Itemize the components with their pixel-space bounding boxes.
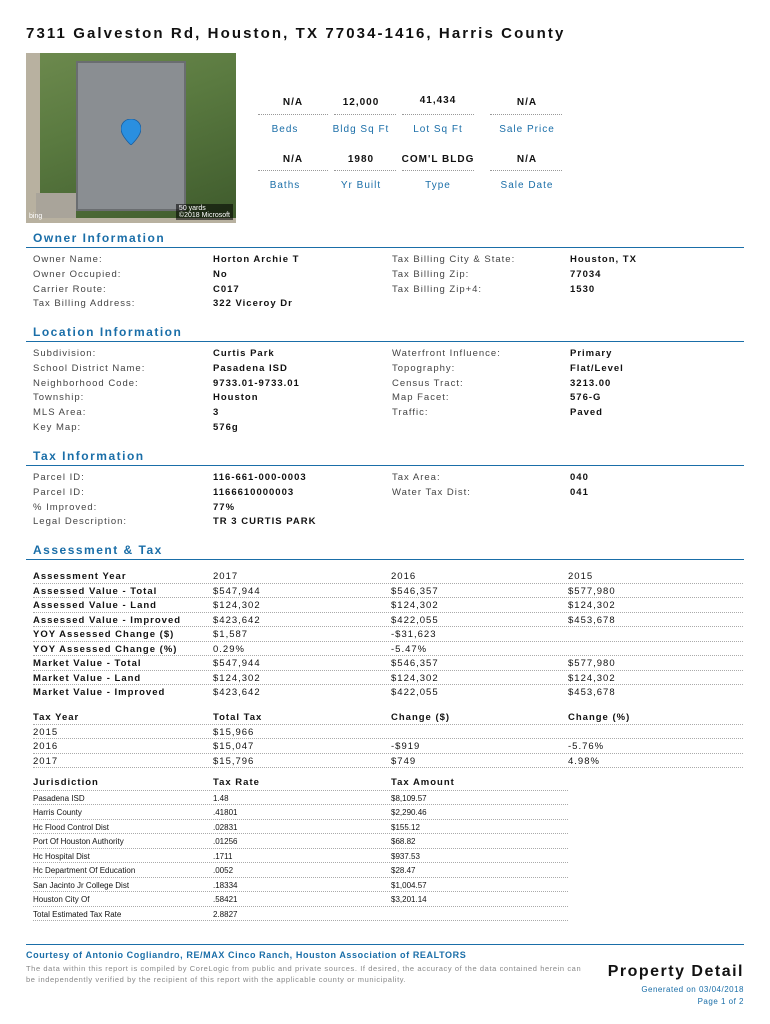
owner-labels-left: Owner Name: Owner Occupied: Carrier Route: Tax Billing Address: xyxy=(33,254,136,310)
table-row: San Jacinto Jr College Dist .18334 $1,004.57 xyxy=(33,878,568,893)
table-row: 2015 $15,966 xyxy=(33,725,743,740)
divider xyxy=(334,170,396,171)
table-row: Assessed Value - Total $547,944 $546,357 $577,980 xyxy=(33,584,743,599)
section-rule xyxy=(26,247,744,248)
table-row: Assessment Year 2017 2016 2015 xyxy=(33,569,743,584)
assessment-section-title: Assessment & Tax xyxy=(33,543,163,557)
table-row: Pasadena ISD 1.48 $8,109.57 xyxy=(33,791,568,806)
location-section-title: Location Information xyxy=(33,325,183,339)
tax-year-table xyxy=(33,710,743,768)
generated-date: Generated on 03/04/2018 xyxy=(641,985,744,994)
location-pin-icon xyxy=(121,119,141,145)
tax-section-title: Tax Information xyxy=(33,449,145,463)
divider xyxy=(258,170,328,171)
table-row: 2017 $15,796 $749 4.98% xyxy=(33,754,743,769)
owner-labels-right: Tax Billing City & State: Tax Billing Zip: Tax Billing Zip+4: xyxy=(392,254,516,295)
stat-baths-value: N/A xyxy=(282,154,304,165)
divider xyxy=(334,114,396,115)
stat-sale-date-label: Sale Date xyxy=(500,180,554,191)
stat-beds-label: Beds xyxy=(271,124,299,135)
location-values-right: Primary Flat/Level 3213.00 576-G Paved xyxy=(570,348,624,419)
table-row: Hc Hospital Dist .1711 $937.53 xyxy=(33,849,568,864)
stat-type-label: Type xyxy=(425,180,451,191)
stat-bldg-sqft-label: Bldg Sq Ft xyxy=(332,124,390,135)
divider xyxy=(258,114,328,115)
divider xyxy=(402,114,474,115)
table-row: Assessed Value - Improved $423,642 $422,055 $453,678 xyxy=(33,613,743,628)
disclaimer: The data within this report is compiled by CoreLogic from public and private sources. If desired, the accuracy of the data contained herein can be independently verified by the recipient of this report with the applicable county or municipality. xyxy=(26,964,582,984)
stat-sale-price-value: N/A xyxy=(516,97,538,108)
table-row: YOY Assessed Change ($) $1,587 -$31,623 xyxy=(33,627,743,642)
document-title: Property Detail xyxy=(607,963,744,980)
divider xyxy=(490,114,562,115)
section-rule xyxy=(26,465,744,466)
aerial-map[interactable] xyxy=(26,53,236,223)
table-row: Total Estimated Tax Rate 2.8827 xyxy=(33,907,568,922)
table-row: Hc Flood Control Dist .02831 $155.12 xyxy=(33,820,568,835)
table-row: Houston City Of .58421 $3,201.14 xyxy=(33,892,568,907)
table-row: Assessed Value - Land $124,302 $124,302 $124,302 xyxy=(33,598,743,613)
table-row: Harris County .41801 $2,290.46 xyxy=(33,805,568,820)
table-row: Port Of Houston Authority .01256 $68.82 xyxy=(33,834,568,849)
owner-section-title: Owner Information xyxy=(33,231,166,245)
courtesy-line: Courtesy of Antonio Cogliandro, RE/MAX Cinco Ranch, Houston Association of REALTORS xyxy=(26,950,467,960)
map-logo: bing xyxy=(29,213,43,220)
stat-yr-built-value: 1980 xyxy=(347,154,375,165)
table-row: 2016 $15,047 -$919 -5.76% xyxy=(33,739,743,754)
stat-bldg-sqft-value: 12,000 xyxy=(342,97,380,108)
map-attribution: 50 yards ©2018 Microsoft xyxy=(176,204,233,220)
tax-values-right: 040 041 xyxy=(570,472,589,498)
table-row: YOY Assessed Change (%) 0.29% -5.47% xyxy=(33,642,743,657)
page-title: 7311 Galveston Rd, Houston, TX 77034-1416, Harris County xyxy=(26,25,566,42)
stat-lot-sqft-label: Lot Sq Ft xyxy=(413,124,463,135)
section-rule xyxy=(26,341,744,342)
location-values-left: Curtis Park Pasadena ISD 9733.01-9733.01 Houston 3 576g xyxy=(213,348,300,433)
table-row: Hc Department Of Education .0052 $28.47 xyxy=(33,863,568,878)
table-row: Market Value - Total $547,944 $546,357 $577,980 xyxy=(33,656,743,671)
location-labels-right: Waterfront Influence: Topography: Census Tract: Map Facet: Traffic: xyxy=(392,348,501,419)
divider xyxy=(490,170,562,171)
owner-values-left: Horton Archie T No C017 322 Viceroy Dr xyxy=(213,254,300,310)
table-header-row: Tax Year Total Tax Change ($) Change (%) xyxy=(33,710,743,725)
table-header-row: Jurisdiction Tax Rate Tax Amount xyxy=(33,776,568,791)
page-number: Page 1 of 2 xyxy=(697,997,744,1006)
jurisdiction-table xyxy=(33,776,568,921)
stat-yr-built-label: Yr Built xyxy=(340,180,382,191)
stat-baths-label: Baths xyxy=(269,180,301,191)
tax-labels-left: Parcel ID: Parcel ID: % Improved: Legal Description: xyxy=(33,472,128,528)
owner-values-right: Houston, TX 77034 1530 xyxy=(570,254,637,295)
divider xyxy=(402,170,474,171)
location-labels-left: Subdivision: School District Name: Neighborhood Code: Township: MLS Area: Key Map: xyxy=(33,348,146,433)
table-row: Market Value - Improved $423,642 $422,055 $453,678 xyxy=(33,687,616,698)
footer-rule xyxy=(26,944,744,945)
stat-sale-date-value: N/A xyxy=(516,154,538,165)
table-row: Market Value - Land $124,302 $124,302 $124,302 xyxy=(33,671,743,686)
tax-labels-right: Tax Area: Water Tax Dist: xyxy=(392,472,471,498)
section-rule xyxy=(26,559,744,560)
assessment-table xyxy=(33,569,743,700)
stat-beds-value: N/A xyxy=(282,97,304,108)
tax-values-left: 116-661-000-0003 1166610000003 77% TR 3 CURTIS PARK xyxy=(213,472,317,528)
stat-sale-price-label: Sale Price xyxy=(499,124,555,135)
stat-lot-sqft-value: 41,434 xyxy=(419,95,457,106)
stat-type-value: COM'L BLDG xyxy=(401,154,475,165)
